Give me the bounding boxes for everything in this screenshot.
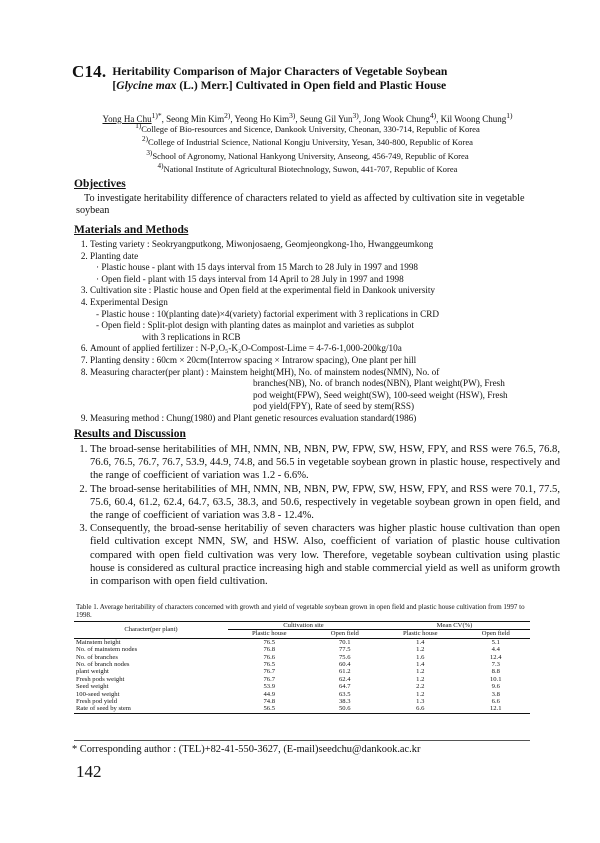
page-number: 142 [76, 762, 102, 781]
method-item [90, 367, 570, 413]
table-cell-cv-open: 6.6 [491, 698, 500, 706]
table-cell-cv-open: 4.4 [491, 646, 500, 654]
table-cell-heritability-plastic: 74.8 [263, 698, 276, 706]
table-row [74, 698, 530, 705]
table-cell-cv-plastic: 1.4 [416, 661, 425, 669]
table-subheader: Plastic house [228, 630, 311, 638]
table-cell-cv-open: 10.1 [490, 675, 502, 683]
title-line-2-rest: (L.) Merr.] Cultivated in Open field and Plastic House [176, 79, 447, 92]
table-cell-cv-open: 5.1 [491, 638, 500, 646]
author-sup: 3) [352, 111, 359, 120]
table-cell-cv-open: 3.8 [491, 690, 500, 698]
table-cell-heritability-open: 50.6 [311, 705, 379, 713]
author-sup: 2) [224, 111, 231, 120]
table-cell-heritability-plastic: 76.7 [263, 675, 276, 683]
affiliation-sup: 3) [146, 148, 153, 157]
methods-heading: Materials and Methods [74, 224, 189, 236]
author-name: , Seung Gil Yun [295, 114, 353, 124]
table-cell-character: No. of branches [76, 653, 118, 661]
method-item-label: Experimental Design [90, 296, 168, 307]
table-cell-cv-open: 12.1 [462, 705, 530, 713]
affiliation-text: National Institute of Agricultural Biotechnology, Suwon, 441-707, Republic of Korea [163, 164, 458, 175]
footnote-divider [74, 740, 530, 741]
table-cell-character: Rate of seed by stem [74, 705, 228, 713]
affiliation-text: College of Bio-resources and Sicence, Dankook University, Cheonan, 330-714, Republic of Korea [141, 123, 480, 134]
table-cell-cv-plastic: 2.2 [416, 683, 425, 691]
table-row [74, 691, 530, 698]
method-item-label: Planting date [90, 250, 139, 261]
author-sup: 1) [506, 111, 513, 120]
table-row [74, 661, 530, 668]
table-row [74, 646, 530, 653]
table-cell-heritability-open: 64.7 [339, 683, 351, 691]
table-cell-cv-open: 8.8 [491, 668, 500, 676]
methods-list [76, 239, 570, 425]
paper-title [112, 62, 447, 93]
table-cell-heritability-open: 60.4 [339, 661, 351, 669]
table-cell-heritability-plastic: 76.5 [263, 638, 276, 646]
method-subitem: with 3 replications in RCB [142, 331, 241, 342]
title-line-1: Heritability Comparison of Major Characters of Vegetable Soybean [112, 65, 448, 78]
table-cell-heritability-open: 63.5 [339, 690, 351, 698]
affiliation-text: College of Industrial Science, National Kongju University, Yesan, 340-800, Republic of Korea [147, 137, 473, 148]
table-cell-cv-plastic: 1.2 [416, 690, 425, 698]
method-item-label: Measuring character(per plant) : Mainstem height(MH), No. of mainstem nodes(NMN), No. of [90, 366, 440, 377]
table-cell-cv-plastic: 1.2 [416, 675, 425, 683]
table-header-cultivation-site: Cultivation site [228, 622, 379, 630]
table-cell-heritability-plastic: 44.9 [263, 690, 276, 698]
affiliation-text: School of Agronomy, National Hankyong University, Anseong, 456-749, Republic of Korea [152, 150, 469, 161]
table-body [74, 638, 530, 713]
method-item: 6. Amount of applied fertilizer : N-P₂O₅-K₂O-Compost-Lime = 4-7-6-1,000-200kg/10a [90, 343, 570, 355]
result-item: 3. Consequently, the broad-sense heritabiliy of seven characters was higher plastic house cultivation than open field cultivation except NMN, SW, and HSW. Also, coefficient of variation of plastic house cultivation compared with open field cultivation was very low. Therefore, vegetable soybean cultivation using plastic house is considered as cultural practice increasing high and stable commercial yield as well as uniform growth in comparison with open field cultivation. [90, 522, 560, 588]
table-cell-cv-open: 9.6 [491, 683, 500, 691]
method-item: 7. Planting density : 60cm × 20cm(Interrow spacing × Intrarow spacing), One plant per hill [90, 355, 570, 367]
author-name: , Kil Woong Chung [436, 114, 507, 124]
method-item: 1. Testing variety : Seokryangputkong, Miwonjosaeng, Geomjeongkong-1ho, Hwanggeumkong [90, 239, 570, 251]
method-subitem: - Plastic house : 10(planting date)×4(variety) factorial experiment with 3 replications in CRD [96, 308, 439, 319]
affiliation [60, 134, 555, 147]
affiliation-sup: 2) [142, 135, 148, 144]
table-cell-cv-plastic: 6.6 [379, 705, 462, 713]
method-subitem: pod weight(FPW), Seed weight(SW), 100-seed weight (HSW), Fresh [253, 389, 508, 400]
table-caption: Table 1. Average heritability of characters concerned with growth and yield of vegetable soybean grown in open field and plastic house cultivation from 1997 to 1998. [76, 603, 525, 620]
method-item [90, 297, 570, 343]
table-subheader: Open field [462, 630, 530, 638]
result-item: 1. The broad-sense heritabilities of MH, NMN, NB, NBN, PW, FPW, SW, HSW, FPY, and RSS were 76.5, 76.8, 76.6, 76.5, 76.7, 76.7, 53.9, 44.9, 74.8, and 56.5 in vegetable soybean grown in plastic house, respectively and the range of coefficient of variation was 1.2 - 6.6%. [90, 443, 560, 483]
table-cell-character: Fresh pod yield [76, 698, 118, 706]
table-cell-cv-plastic: 1.2 [416, 668, 425, 676]
table-subheader: Plastic house [379, 630, 462, 638]
result-item: 2. The broad-sense heritabilities of MH, NMN, NB, NBN, PW, FPW, SW, HSW, FPY, and RSS were 70.1, 77.5, 75.6, 60.4, 61.2, 62.4, 64.7, 63.5, 38.3, and 50.6, respectively in vegetable soybean grown in open field, and the range of coefficient of variation was 3.8 - 12.4%. [90, 483, 560, 523]
table-cell-cv-plastic: 1.4 [416, 638, 425, 646]
objectives-text: To investigate heritability difference of characters related to yield as affected by cultivation site in vegetable soybean [76, 193, 525, 217]
title-line-2 [112, 79, 447, 93]
table-cell-heritability-plastic: 56.5 [228, 705, 311, 713]
method-subitem: pod yield(FPY), Rate of seed by stem(RSS) [253, 401, 415, 412]
table-cell-character: 100-seed weight [76, 690, 120, 698]
affiliation [60, 161, 555, 174]
table-cell-cv-plastic: 1.3 [416, 698, 425, 706]
method-item [90, 251, 570, 286]
table-cell-heritability-plastic: 53.9 [263, 683, 276, 691]
method-subitem: - Open field : Split-plot design with planting dates as mainplot and varieties as subplot [96, 320, 414, 331]
table-row [74, 654, 530, 661]
method-subitem: · Plastic house - plant with 15 days interval from 15 March to 28 July in 1997 and 1998 [96, 262, 419, 273]
table-cell-character: Mainstem height [76, 638, 121, 646]
table-cell-heritability-plastic: 76.8 [263, 646, 276, 654]
table-row [74, 638, 530, 646]
table-cell-heritability-open: 38.3 [339, 698, 351, 706]
table-row [74, 683, 530, 690]
table-header-character: Character(per plant) [74, 622, 228, 639]
table-cell-cv-plastic: 1.6 [416, 653, 425, 661]
table-cell-heritability-open: 70.1 [339, 638, 351, 646]
table-cell-heritability-open: 62.4 [339, 675, 351, 683]
table-cell-character: plant weight [76, 668, 109, 676]
table-cell-cv-plastic: 1.2 [416, 646, 425, 654]
table-cell-heritability-open: 77.5 [339, 646, 351, 654]
table-cell-cv-open: 7.3 [491, 661, 500, 669]
results-list [74, 443, 560, 588]
paper-header [72, 62, 542, 93]
results-heading: Results and Discussion [74, 428, 186, 440]
author-name: , Yeong Ho Kim [230, 114, 290, 124]
table-row [74, 705, 530, 713]
author-sup: 3) [289, 111, 296, 120]
table-cell-character: No. of branch nodes [76, 661, 130, 669]
affiliation-sup: 1) [135, 122, 142, 130]
affiliation-sup: 4) [157, 162, 164, 171]
first-author: Yong Ha Chu [102, 114, 152, 124]
table-header-mean-cv: Mean CV(%) [379, 622, 530, 630]
method-item: 9. Measuring method : Chung(1980) and Plant genetic resources evaluation standard(1986) [90, 413, 570, 425]
table-row [74, 668, 530, 675]
table-cell-heritability-open: 61.2 [339, 668, 351, 676]
table-cell-character: Fresh pods weight [76, 675, 125, 683]
corresponding-author-note: * Corresponding author : (TEL)+82-41-550-3627, (E-mail)seedchu@dankook.ac.kr [72, 744, 421, 755]
author-sup: 4) [429, 111, 437, 120]
affiliation [60, 121, 555, 134]
abstract-code: C14. [72, 62, 107, 81]
table-cell-character: Seed weight [76, 683, 109, 691]
method-item: 3. Cultivation site : Plastic house and Open field at the experimental field in Dankook university [90, 285, 570, 297]
table-cell-heritability-plastic: 76.5 [263, 661, 276, 669]
affiliation [60, 148, 555, 161]
table-subheader: Open field [311, 630, 379, 638]
method-subitem: · Open field - plant with 15 days interval from 14 April to 28 July in 1997 and 1998 [96, 273, 404, 284]
objectives-heading: Objectives [74, 178, 126, 190]
table-cell-heritability-plastic: 76.6 [263, 653, 276, 661]
author-sup: 1)* [151, 111, 162, 120]
table-cell-heritability-open: 75.6 [339, 653, 351, 661]
table-cell-character: No. of mainstem nodes [76, 646, 138, 654]
method-subitem: branches(NB), No. of branch nodes(NBN), Plant weight(PW), Fresh [253, 378, 505, 389]
author-name: , Jong Wook Chung [358, 114, 430, 124]
affiliation-list [60, 121, 555, 175]
heritability-table [74, 621, 530, 714]
table-row [74, 676, 530, 683]
author-name: , Seong Min Kim [161, 114, 225, 124]
table-cell-heritability-plastic: 76.7 [263, 668, 276, 676]
title-bracket: [ [112, 79, 117, 92]
species-name: Glycine max [116, 79, 177, 92]
table-cell-cv-open: 12.4 [490, 653, 502, 661]
